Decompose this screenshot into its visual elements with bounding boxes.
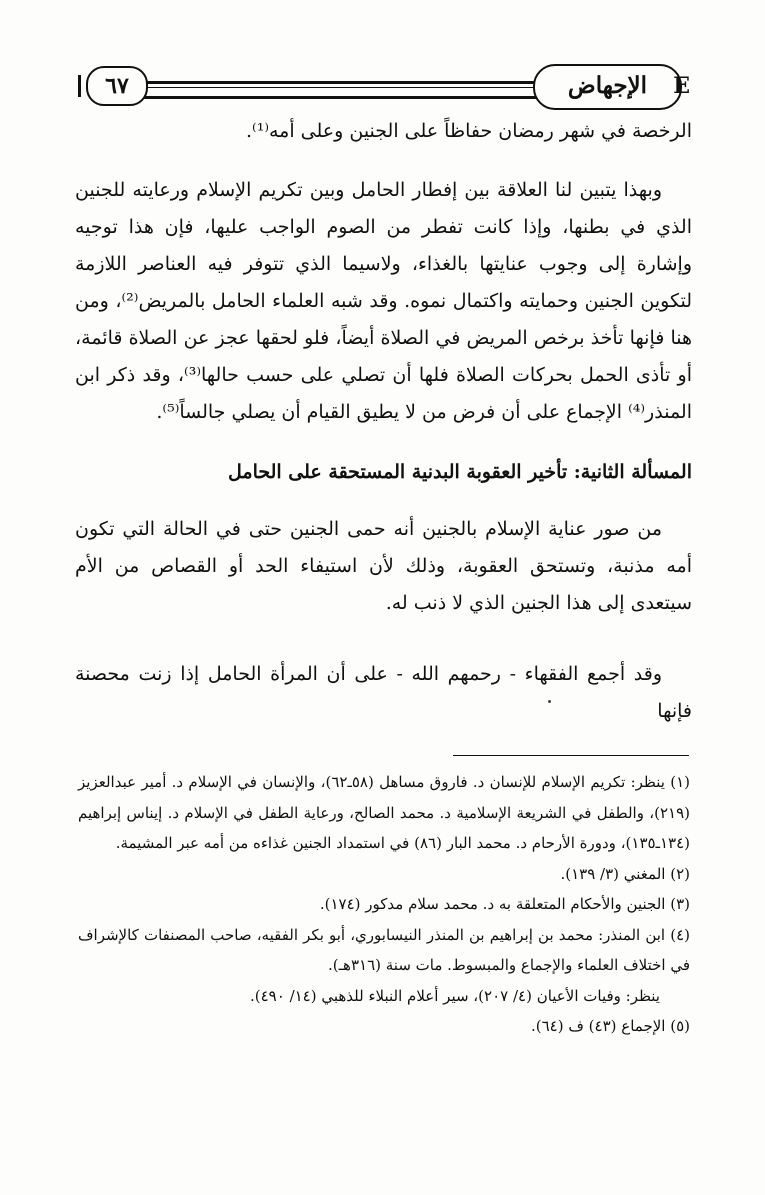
header-bracket-left [78, 75, 85, 97]
footnote-4-reference: ينظر: وفيات الأعيان (٤/ ٢٠٧)، سير أعلام النبلاء للذهبي (١٤/ ٤٩٠). [250, 986, 660, 1005]
header-ornament-right: E [673, 73, 690, 99]
footnote-3: (٣) الجنين والأحكام المتعلقة به د. محمد سلام مدكور (١٧٤). [319, 895, 690, 913]
footnote-1: (١) ينظر: تكريم الإسلام للإنسان د. فاروق مساهل (٥٨ـ٦٢)، والإنسان في الإسلام د. أمير عبدالعزيز (٢١٩)، والطفل في الشريعة الإسلامية د. محمد الصالح، ورعاية الطفل في الإسلام د. إيناس إبراهيم (١٣٤ـ١٣٥)، ودورة الأرحام د. محمد البار (٨٦) في استمداد الجنين غذاءه من أمه عبر المشيمة. [78, 773, 690, 852]
footnote-2: (٢) المغني (٣/ ١٣٩). [560, 864, 690, 883]
paragraph-2: وبهذا يتبين لنا العلاقة بين إفطار الحامل وبين تكريم الإسلام ورعايته للجنين الذي في بطنها، وإذا كانت تفطر من الصوم الواجب عليها، فإن هذا توجيه وإشارة إلى وجوب عنايتها بالغذاء، ولاسيما الذي تتوفر فيه العناصر اللازمة لتكوين الجنين وحمايته واكتمال نموه. وقد شبه العلماء الحامل بالمريض⁽²⁾، ومن هنا فإنها تأخذ برخص المريض في الصلاة أيضاً، فلو لحقها عجز عن الصلاة قائمة، أو تأذى الحمل بحركات الصلاة فلها أن تصلي على حسب حالها⁽³⁾، وقد ذكر ابن المنذر⁽⁴⁾ الإجماع على أن فرض من لا يطيق القيام أن يصلي جالساً⁽⁵⁾. [75, 179, 693, 423]
ink-speck [548, 700, 551, 703]
section-heading: المسألة الثانية: تأخير العقوبة البدنية المستحقة على الحامل [228, 461, 692, 483]
paragraph-4: وقد أجمع الفقهاء - رحمهم الله - على أن المرأة الحامل إذا زنت محصنة فإنها [75, 663, 692, 722]
running-header [78, 66, 690, 112]
footnote-separator [453, 755, 689, 756]
paragraph-1: الرخصة في شهر رمضان حفاظاً على الجنين وعلى أمه⁽¹⁾. [245, 120, 692, 142]
footnote-4: (٤) ابن المنذر: محمد بن إبراهيم بن المنذر النيسابوري، أبو بكر الفقيه، صاحب المصنفات كالإشراف في اختلاف العلماء والإجماع والمبسوط. مات سنة (٣١٦هـ). [78, 925, 690, 974]
page-number: ٦٧ [86, 66, 148, 106]
chapter-title: الإجهاض [533, 64, 682, 110]
paragraph-3: من صور عناية الإسلام بالجنين أنه حمى الجنين حتى في الحالة التي تكون أمه مذنبة، وتستحق العقوبة، وذلك لأن استيفاء الحد أو القصاص من الأم سيتعدى إلى هذا الجنين الذي لا ذنب له. [75, 518, 692, 614]
footnotes [78, 767, 690, 1042]
footnote-5: (٥) الإجماع (٤٣) ف (٦٤). [530, 1017, 690, 1035]
